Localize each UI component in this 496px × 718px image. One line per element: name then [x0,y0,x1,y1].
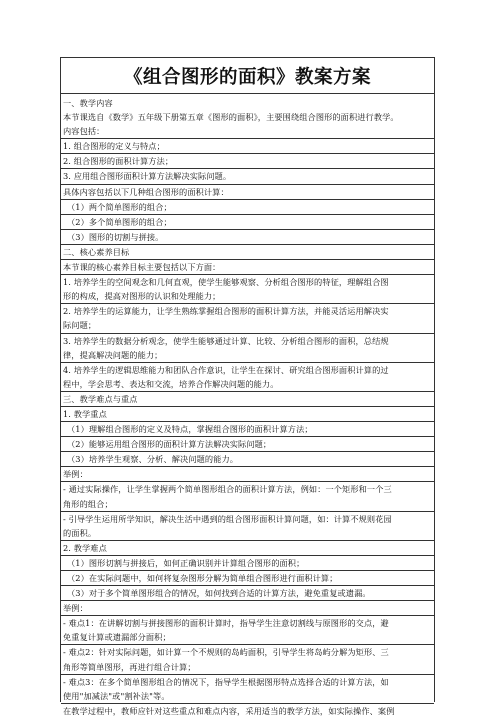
text-row [63,616,432,644]
text-row [63,704,432,718]
text-line: 际问题； [63,320,97,331]
text-line: （3）培养学生观察、分析、解决问题的能力。 [67,454,239,465]
text-line: 在教学过程中，教师应针对这些重点和难点内容，采用适当的教学方法，如实际操作、案例 [63,705,395,716]
text-row [63,139,432,153]
text-line: 形的构成，提高对图形的认识和处理能力； [63,291,221,302]
text-line: （2）在实际问题中，如何将复杂图形分解为简单组合图形进行面积计算； [67,573,338,583]
text-row [63,437,432,451]
text-line: （1）理解组合图形的定义及特点，掌握组合图形的面积计算方法； [67,424,313,435]
text-line: 具体内容包括以下几种组合图形的面积计算： [63,186,229,197]
text-row [63,512,432,540]
text-line: 2. 教学难点 [63,542,107,553]
text-row [63,467,432,481]
text-row [63,245,432,259]
text-row [63,556,432,570]
text-row [63,96,432,138]
text-row [63,541,432,555]
text-line: （1）两个简单图形的组合； [67,201,172,212]
text-line: 角形的组合； [63,498,113,509]
text-row [63,422,432,436]
text-row [63,645,432,673]
text-line: 的面积。 [63,527,97,538]
text-line: - 难点3：在多个简单图形组合的情况下，指导学生根据图形特点选择合适的计算方法，如 [63,676,389,687]
text-line: - 通过实际操作，让学生掌握两个简单图形组合的面积计算方法，例如：一个矩形和一个三 [63,484,392,495]
text-row [63,571,432,585]
text-line: - 难点2：针对实际问题，如计算一个不规则的岛屿面积，引导学生将岛屿分解为矩形、三 [63,647,389,658]
text-line: 二、核心素养目标 [63,246,130,257]
text-line: 2. 培养学生的运算能力，让学生熟练掌握组合图形的面积计算方法，并能灵活运用解决实 [63,306,389,317]
text-line: 内容包括： [63,126,105,137]
text-line: （2）多个简单图形的组合； [67,216,172,227]
lesson-plan-table [60,57,435,716]
text-line: - 难点1：在讲解切割与拼接图形的面积计算时，指导学生注意切割线与原图形的交点，避 [63,618,389,629]
text-line: 律，提高解决问题的能力； [63,349,163,360]
text-line: 1. 教学重点 [63,408,107,419]
text-line: 2. 组合图形的面积计算方法； [63,156,174,167]
text-line: 3. 应用组合图形面积计算方法解决实际问题。 [63,171,232,182]
text-row [63,334,432,362]
text-row [63,586,432,600]
text-line: 角形等简单图形，再进行组合计算； [63,661,196,672]
text-row [63,260,432,274]
text-row [63,275,432,303]
text-row [63,407,432,421]
document-title: 《组合图形的面积》教案方案 [61,58,434,94]
text-row [63,482,432,510]
text-row [63,230,432,244]
text-line: 三、教学难点与重点 [63,393,138,404]
text-row [63,304,432,332]
text-row [63,363,432,391]
text-line: - 引导学生运用所学知识，解决生活中遇到的组合图形面积计算问题，如：计算不规则花园 [63,513,392,524]
text-row [63,215,432,229]
text-line: （3）对于多个简单图形组合的情况，如何找到合适的计算方法，避免重复或遗漏。 [67,588,371,599]
text-line: 使用"加减法"或"割补法"等。 [63,690,170,701]
text-line: 4. 培养学生的逻辑思维能力和团队合作意识，让学生在探讨、研究组合图形面积计算的过 [63,364,389,375]
text-row [63,392,432,406]
text-line: （1）图形切割与拼接后，如何正确识别并计算组合图形的面积； [67,557,305,568]
text-row [63,452,432,466]
text-line: 本节课选自《数学》五年级下册第五章《图形的面积》，主要围绕组合图形的面积进行教学。 [63,112,399,123]
text-line: 1. 组合图形的定义与特点； [63,141,165,152]
text-row [63,154,432,168]
text-row [63,169,432,183]
text-line: （2）能够运用组合图形的面积计算方法解决实际问题； [67,439,272,450]
text-row [63,675,432,703]
text-row [63,601,432,615]
text-line: （3）图形的切割与拼接。 [67,231,164,242]
text-line: 程中，学会思考、表达和交流，培养合作解决问题的能力。 [63,378,279,389]
text-row [63,185,432,199]
text-line: 举例： [63,603,88,614]
text-row [63,200,432,214]
text-line: 本节课的核心素养目标主要包括以下方面： [63,262,221,273]
text-line: 一、教学内容 [63,98,113,108]
text-line: 3. 培养学生的数据分析观念，使学生能够通过计算、比较、分析组合图形的面积，总结规 [63,335,389,346]
text-line: 举例： [63,469,88,480]
text-line: 免重复计算或遗漏部分面积； [63,632,171,643]
text-line: 1. 培养学生的空间观念和几何直观，使学生能够观察、分析组合图形的特征，理解组合图 [63,277,389,288]
document-body [61,94,434,718]
